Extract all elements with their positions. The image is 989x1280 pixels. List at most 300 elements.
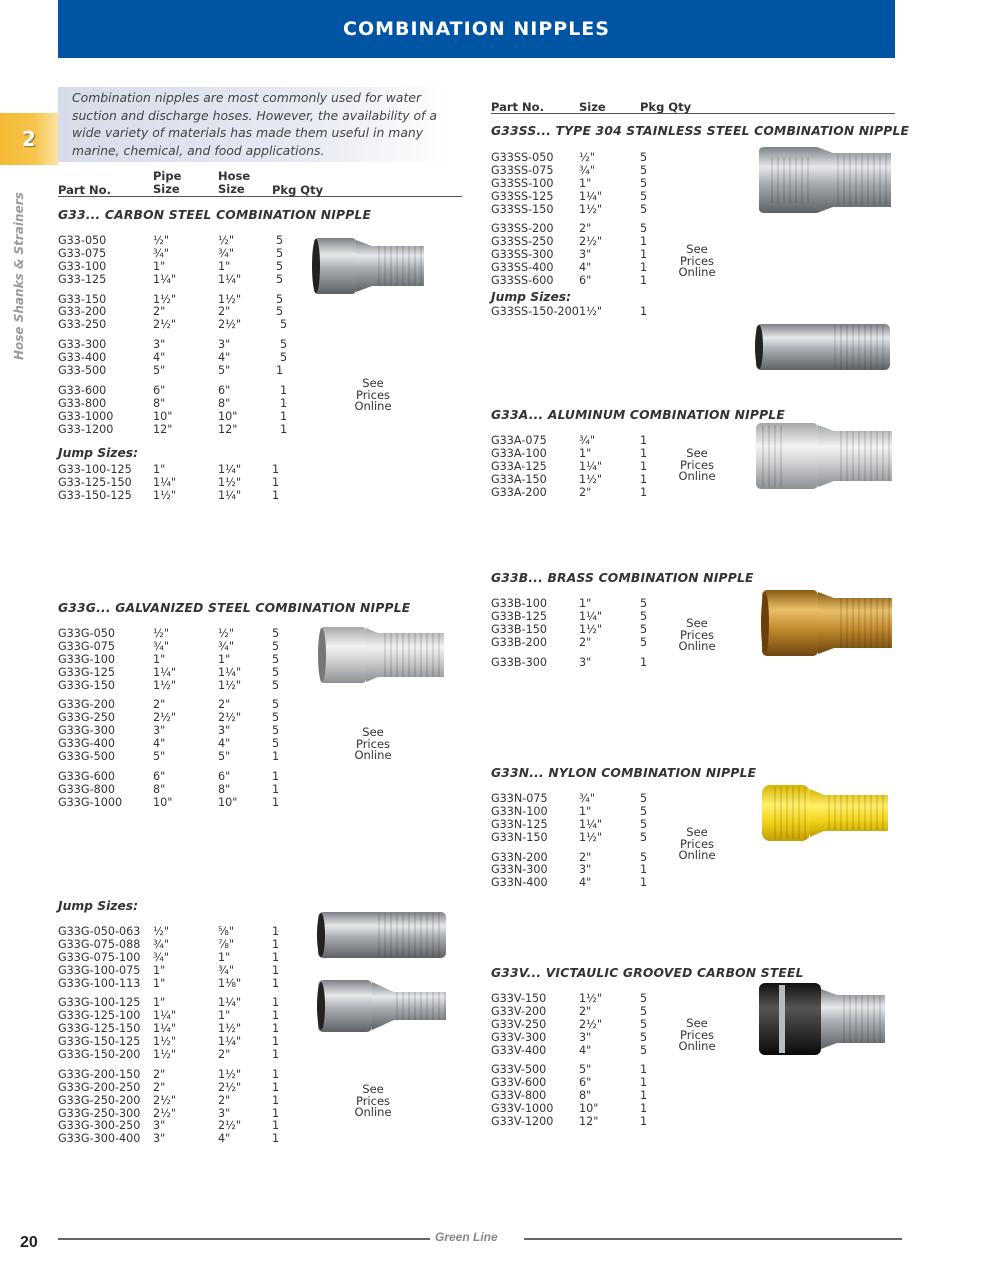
- size: 3": [579, 248, 592, 262]
- pipe-size: ½": [153, 627, 169, 640]
- pipe-size: 1": [153, 652, 166, 666]
- pkg-qty: 5: [272, 678, 280, 692]
- pkg-qty: 5: [640, 1004, 648, 1018]
- size: 2½": [579, 235, 603, 249]
- size: 2½": [579, 1017, 603, 1031]
- size: 4": [579, 1043, 592, 1057]
- hose-size: 1½": [218, 1022, 242, 1036]
- left-table-header: [58, 170, 462, 197]
- hose-size: 1¼": [218, 1035, 242, 1049]
- part-no: G33-500: [58, 364, 107, 378]
- pkg-qty: 1: [272, 963, 280, 977]
- hose-size: 2½": [218, 318, 242, 332]
- part-no: G33G-400: [58, 737, 115, 751]
- table-g33a: [491, 435, 671, 499]
- table-row: [491, 474, 671, 487]
- size: 4": [579, 876, 592, 890]
- pkg-qty: 5: [640, 222, 648, 236]
- see-prices-l2: Prices: [679, 627, 715, 642]
- table-row: [491, 1045, 671, 1058]
- hose-size: 2": [218, 698, 231, 712]
- pipe-size: 1¼": [153, 272, 177, 286]
- part-no: G33SS-300: [491, 248, 554, 262]
- hose-size: 1¼": [218, 488, 242, 502]
- hose-size: 1": [218, 1009, 231, 1023]
- part-no: G33G-125: [58, 665, 115, 679]
- pipe-size: 2": [153, 698, 166, 712]
- table-row: [491, 598, 671, 611]
- table-g33ss: [491, 152, 671, 288]
- footer-brand: Green Line: [435, 1230, 498, 1244]
- table-row: [58, 978, 308, 991]
- part-no: G33A-125: [491, 459, 547, 473]
- part-no: G33B-300: [491, 655, 547, 669]
- size: 1½": [579, 830, 603, 844]
- pipe-size: 1": [153, 996, 166, 1010]
- pkg-qty: 1: [272, 1093, 280, 1107]
- size: ¾": [579, 434, 595, 447]
- hose-size: 1¼": [218, 996, 242, 1010]
- part-no: G33-075: [58, 246, 107, 260]
- pipe-size: 2": [153, 1067, 166, 1081]
- chapter-tab: [0, 113, 58, 165]
- hose-size: 2": [218, 305, 231, 319]
- pipe-size: ¾": [153, 246, 169, 260]
- part-no: G33G-075-088: [58, 937, 141, 951]
- part-no: G33SS-400: [491, 261, 554, 275]
- pipe-size: ½": [153, 925, 169, 938]
- pipe-size: 2½": [153, 1093, 177, 1107]
- hose-size: 2": [218, 1093, 231, 1107]
- pkg-qty: 1: [272, 1106, 280, 1120]
- pkg-qty: 1: [272, 1022, 280, 1036]
- pkg-qty: 1: [272, 976, 280, 990]
- size: 12": [579, 1115, 599, 1129]
- pkg-qty: 5: [640, 1030, 648, 1044]
- hose-size: 4": [218, 1132, 231, 1146]
- page-title: COMBINATION NIPPLES: [343, 18, 610, 40]
- part-no: G33G-600: [58, 769, 115, 783]
- see-prices-online-link[interactable]: [667, 244, 727, 279]
- hose-size: ⅞": [218, 937, 234, 951]
- pkg-qty: 5: [272, 627, 280, 640]
- part-no: G33G-125-100: [58, 1009, 141, 1023]
- pkg-qty: 1: [640, 261, 648, 275]
- table-row: [58, 952, 308, 965]
- galvanized-nipple-image: [316, 625, 446, 685]
- carbon-steel-nipple-image: [310, 236, 430, 296]
- pkg-qty: 5: [276, 292, 284, 306]
- pipe-size: 4": [153, 351, 166, 365]
- part-no: G33-600: [58, 383, 107, 397]
- table-row: [58, 797, 308, 810]
- size: 2": [579, 485, 592, 499]
- hose-size: ½": [218, 627, 234, 640]
- pipe-size: 12": [153, 422, 173, 436]
- section-title-g33g: G33G... GALVANIZED STEEL COMBINATION NIPPLE: [58, 601, 411, 615]
- part-no: G33SS-600: [491, 274, 554, 288]
- part-no: G33V-250: [491, 1017, 547, 1031]
- hose-size: 10": [218, 795, 238, 809]
- pkg-qty: 5: [640, 635, 648, 649]
- part-no: G33SS-200: [491, 222, 554, 236]
- part-no: G33-300: [58, 338, 107, 352]
- size: 1": [579, 804, 592, 818]
- part-no: G33N-400: [491, 876, 548, 890]
- table-row: [58, 274, 308, 287]
- header-size: Size: [579, 100, 606, 114]
- table-row: [491, 1032, 671, 1045]
- pkg-qty: 1: [272, 1132, 280, 1146]
- intro-text: Combination nipples are most commonly used for water suction and discharge hoses. However, the availability of a wide variety of materials has made them useful in many marine, chemical, and food applications.: [58, 87, 453, 162]
- part-no: G33G-300: [58, 724, 115, 738]
- hose-size: 1¼": [218, 665, 242, 679]
- see-prices-l3: Online: [678, 848, 716, 862]
- header-pipe-size: [153, 170, 181, 196]
- size: 4": [579, 261, 592, 275]
- see-prices-l2: Prices: [679, 253, 715, 268]
- part-no: G33A-200: [491, 485, 547, 499]
- see-prices-l1: See: [686, 242, 708, 256]
- table-row: [58, 385, 308, 398]
- table-row: [58, 965, 308, 978]
- table-row: [58, 654, 308, 667]
- size: 5": [579, 1063, 592, 1077]
- see-prices-online-link[interactable]: [343, 727, 403, 762]
- hose-size: 3": [218, 1106, 231, 1120]
- part-no: G33G-250: [58, 711, 115, 725]
- table-row: [491, 637, 671, 650]
- pkg-qty: 1: [272, 950, 280, 964]
- part-no: G33V-150: [491, 992, 547, 1005]
- nylon-nipple-image: [760, 783, 890, 843]
- pkg-qty: 1: [272, 1080, 280, 1094]
- see-prices-l2: Prices: [679, 836, 715, 851]
- pkg-qty: 1: [640, 248, 648, 262]
- pkg-qty: 1: [272, 1119, 280, 1133]
- part-no: G33V-300: [491, 1030, 547, 1044]
- pkg-qty: 1: [272, 750, 280, 764]
- pkg-qty: 5: [272, 665, 280, 679]
- pkg-qty: 1: [640, 1115, 648, 1129]
- hose-size: 2½": [218, 1119, 242, 1133]
- table-g33b: [491, 598, 671, 669]
- section-title-g33b: G33B... BRASS COMBINATION NIPPLE: [491, 571, 754, 585]
- right-table-header: [491, 99, 895, 114]
- size: 1": [579, 446, 592, 460]
- table-row: [58, 680, 308, 693]
- part-no: G33-125: [58, 272, 107, 286]
- hose-size: 1": [218, 259, 231, 273]
- size: 2": [579, 850, 592, 864]
- size: 1½": [579, 305, 603, 318]
- hose-size: 1": [218, 652, 231, 666]
- pkg-qty: 1: [272, 1035, 280, 1049]
- part-no: G33N-150: [491, 830, 548, 844]
- hose-size: 8": [218, 782, 231, 796]
- galvanized-jump-nipple-image-1: [316, 910, 448, 960]
- table-g33-jump: [58, 464, 308, 503]
- see-prices-l3: Online: [354, 1105, 392, 1119]
- see-prices-l2: Prices: [355, 387, 391, 402]
- pkg-qty: 1: [640, 472, 648, 486]
- see-prices-l3: Online: [678, 1039, 716, 1053]
- pkg-qty: 1: [280, 383, 288, 397]
- hose-size: 4": [218, 737, 231, 751]
- table-row: [58, 1069, 308, 1082]
- part-no: G33V-500: [491, 1063, 547, 1077]
- pipe-size: ¾": [153, 937, 169, 951]
- hose-size: 1½": [218, 678, 242, 692]
- pipe-size: 1": [153, 963, 166, 977]
- pipe-size: 1½": [153, 292, 177, 306]
- pkg-qty: 1: [272, 1067, 280, 1081]
- table-row: [491, 806, 671, 819]
- pkg-qty: 1: [272, 782, 280, 796]
- part-no: G33-100-125: [58, 463, 132, 476]
- see-prices-online-link[interactable]: [343, 1084, 403, 1119]
- pkg-qty: 5: [640, 189, 648, 203]
- part-no: G33G-250-200: [58, 1093, 141, 1107]
- hose-size: 5": [218, 750, 231, 764]
- table-row: [58, 398, 308, 411]
- header-hose-l1: Hose: [218, 169, 251, 183]
- size: 1¼": [579, 609, 603, 623]
- pkg-qty: 1: [640, 1102, 648, 1116]
- table-g33n: [491, 793, 671, 890]
- part-no: G33-800: [58, 396, 107, 410]
- part-no: G33-1000: [58, 409, 114, 423]
- see-prices-l2: Prices: [679, 457, 715, 472]
- size: 1½": [579, 202, 603, 216]
- size: ¾": [579, 792, 595, 805]
- size: 1½": [579, 472, 603, 486]
- pipe-size: 10": [153, 409, 173, 423]
- pkg-qty: 1: [272, 1048, 280, 1062]
- hose-size: 3": [218, 338, 231, 352]
- chapter-number: 2: [22, 127, 36, 151]
- part-no: G33B-150: [491, 622, 547, 636]
- table-row: [491, 657, 671, 670]
- table-row: [58, 1133, 308, 1146]
- hose-size: ⅝": [218, 925, 234, 938]
- hose-size: 1½": [218, 475, 242, 489]
- pkg-qty: 1: [272, 769, 280, 783]
- table-row: [58, 411, 308, 424]
- pkg-qty: 1: [640, 876, 648, 890]
- section-title-g33a: G33A... ALUMINUM COMBINATION NIPPLE: [491, 408, 785, 422]
- see-prices-online-link[interactable]: [667, 448, 727, 483]
- pkg-qty: 5: [640, 804, 648, 818]
- table-row: [491, 306, 671, 319]
- pkg-qty: 5: [280, 318, 288, 332]
- hose-size: ½": [218, 234, 234, 247]
- part-no: G33G-050-063: [58, 925, 141, 938]
- see-prices-l2: Prices: [355, 736, 391, 751]
- pipe-size: 5": [153, 750, 166, 764]
- pkg-qty: 1: [640, 1089, 648, 1103]
- part-no: G33SS-050: [491, 151, 554, 164]
- pipe-size: ¾": [153, 639, 169, 653]
- victaulic-nipple-image: [757, 981, 887, 1057]
- pipe-size: 1": [153, 976, 166, 990]
- pipe-size: 6": [153, 769, 166, 783]
- table-row: [58, 784, 308, 797]
- pkg-qty: 5: [276, 272, 284, 286]
- galvanized-jump-nipple-image-2: [316, 978, 448, 1034]
- table-row: [491, 448, 671, 461]
- see-prices-l3: Online: [678, 265, 716, 279]
- table-row: [58, 628, 308, 641]
- hose-size: 4": [218, 351, 231, 365]
- part-no: G33G-300-250: [58, 1119, 141, 1133]
- part-no: G33-1200: [58, 422, 114, 436]
- hose-size: 6": [218, 383, 231, 397]
- pipe-size: 1¼": [153, 665, 177, 679]
- part-no: G33G-150: [58, 678, 115, 692]
- part-no: G33G-100: [58, 652, 115, 666]
- pipe-size: 2": [153, 1080, 166, 1094]
- table-row: [58, 477, 308, 490]
- see-prices-online-link[interactable]: [343, 378, 403, 413]
- table-row: [491, 624, 671, 637]
- table-row: [491, 993, 671, 1006]
- section-title-g33v: G33V... VICTAULIC GROOVED CARBON STEEL: [491, 966, 804, 980]
- header-pipe-l2: Size: [153, 182, 180, 196]
- chapter-side-label: Hose Shanks & Strainers: [12, 192, 26, 360]
- pkg-qty: 1: [276, 364, 284, 378]
- pkg-qty: 5: [272, 724, 280, 738]
- size: 1": [579, 597, 592, 610]
- hose-size: 2½": [218, 711, 242, 725]
- pkg-qty: 1: [272, 795, 280, 809]
- see-prices-online-link[interactable]: [667, 618, 727, 653]
- table-row: [58, 424, 308, 437]
- pkg-qty: 1: [640, 1063, 648, 1077]
- hose-size: 3": [218, 724, 231, 738]
- hose-size: 1½": [218, 1067, 242, 1081]
- part-no: G33G-300-400: [58, 1132, 141, 1146]
- table-row: [491, 435, 671, 448]
- hose-size: 1¼": [218, 463, 242, 476]
- pkg-qty: 5: [276, 246, 284, 260]
- table-row: [58, 751, 308, 764]
- table-g33g-jump: [58, 926, 308, 1146]
- see-prices-l2: Prices: [679, 1027, 715, 1042]
- pkg-qty: 5: [272, 652, 280, 666]
- size: 1¼": [579, 459, 603, 473]
- table-row: [491, 1019, 671, 1032]
- table-row: [58, 1049, 308, 1062]
- part-no: G33G-100-113: [58, 976, 141, 990]
- table-row: [58, 235, 308, 248]
- part-no: G33B-125: [491, 609, 547, 623]
- table-g33g: [58, 628, 308, 810]
- table-row: [491, 461, 671, 474]
- part-no: G33G-075-100: [58, 950, 141, 964]
- pipe-size: 6": [153, 383, 166, 397]
- table-g33v: [491, 993, 671, 1129]
- part-no: G33G-075: [58, 639, 115, 653]
- part-no: G33A-075: [491, 434, 547, 447]
- pkg-qty: 1: [640, 274, 648, 288]
- header-pkg-qty: Pkg Qty: [640, 100, 692, 114]
- pkg-qty: 1: [640, 655, 648, 669]
- hose-size: 1½": [218, 292, 242, 306]
- part-no: G33G-1000: [58, 795, 123, 809]
- part-no: G33V-1000: [491, 1102, 554, 1116]
- pipe-size: 2": [153, 305, 166, 319]
- see-prices-online-link[interactable]: [667, 1018, 727, 1053]
- part-no: G33-100: [58, 259, 107, 273]
- pipe-size: 2½": [153, 711, 177, 725]
- table-row: [491, 191, 671, 204]
- size: 1¼": [579, 189, 603, 203]
- part-no: G33G-100-125: [58, 996, 141, 1010]
- hose-size: 8": [218, 396, 231, 410]
- part-no: G33SS-075: [491, 163, 554, 177]
- see-prices-online-link[interactable]: [667, 827, 727, 862]
- table-row: [58, 1095, 308, 1108]
- part-no: G33N-100: [491, 804, 548, 818]
- table-row: [491, 1006, 671, 1019]
- page-banner: [58, 0, 895, 58]
- header-hose-size: [218, 170, 250, 196]
- see-prices-l2: Prices: [355, 1093, 391, 1108]
- part-no: G33B-200: [491, 635, 547, 649]
- part-no: G33G-200-150: [58, 1067, 141, 1081]
- pipe-size: 4": [153, 737, 166, 751]
- see-prices-l3: Online: [354, 748, 392, 762]
- part-no: G33N-200: [491, 850, 548, 864]
- jump-sizes-label: Jump Sizes:: [491, 290, 572, 304]
- hose-size: 10": [218, 409, 238, 423]
- part-no: G33V-800: [491, 1089, 547, 1103]
- table-row: [58, 365, 308, 378]
- pipe-size: 1½": [153, 488, 177, 502]
- section-title-g33ss: G33SS... TYPE 304 STAINLESS STEEL COMBINATION NIPPLE: [491, 124, 910, 138]
- size: ¾": [579, 163, 595, 177]
- table-row: [58, 319, 308, 332]
- part-no: G33N-300: [491, 863, 548, 877]
- footer-divider-right: [524, 1238, 902, 1240]
- size: ½": [579, 151, 595, 164]
- pkg-qty: 5: [640, 609, 648, 623]
- table-row: [58, 667, 308, 680]
- header-pkg-qty: Pkg Qty: [272, 183, 324, 197]
- table-row: [58, 926, 308, 939]
- pkg-qty: 1: [280, 396, 288, 410]
- pipe-size: 2½": [153, 318, 177, 332]
- header-part-no: Part No.: [491, 100, 544, 114]
- size: 2": [579, 635, 592, 649]
- section-title-g33: G33... CARBON STEEL COMBINATION NIPPLE: [58, 208, 372, 222]
- part-no: G33-150: [58, 292, 107, 306]
- table-row: [58, 771, 308, 784]
- pkg-qty: 5: [640, 163, 648, 177]
- table-row: [491, 204, 671, 217]
- part-no: G33V-200: [491, 1004, 547, 1018]
- hose-size: 2": [218, 1048, 231, 1062]
- part-no: G33SS-150-200: [491, 305, 579, 318]
- pkg-qty: 5: [276, 259, 284, 273]
- table-row: [58, 641, 308, 654]
- hose-size: ¾": [218, 963, 234, 977]
- part-no: G33SS-250: [491, 235, 554, 249]
- jump-sizes-label: Jump Sizes:: [58, 899, 139, 913]
- table-row: [491, 819, 671, 832]
- pipe-size: 1¼": [153, 1022, 177, 1036]
